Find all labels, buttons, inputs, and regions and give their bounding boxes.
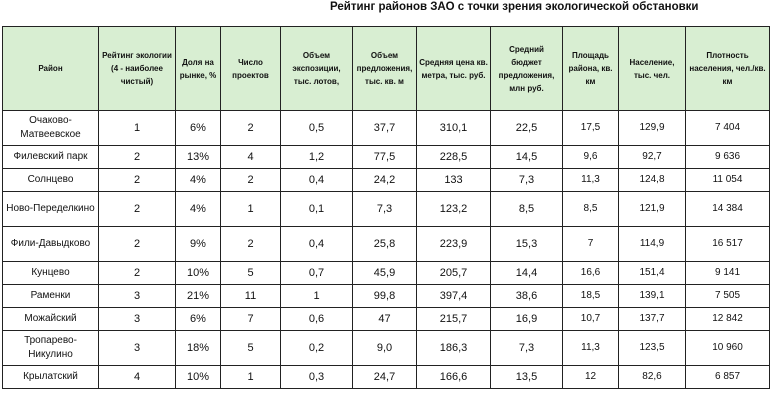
table-cell: 0,2 xyxy=(281,331,353,366)
table-cell: 11,3 xyxy=(563,169,619,192)
table-cell: 7,3 xyxy=(491,169,563,192)
table-cell: 121,9 xyxy=(619,192,686,227)
table-cell: 24,2 xyxy=(353,169,417,192)
column-header: Число проектов xyxy=(221,27,281,111)
table-cell: 17,5 xyxy=(563,111,619,146)
table-cell: 13,5 xyxy=(491,366,563,389)
table-cell: 6 857 xyxy=(686,366,770,389)
table-cell: 137,7 xyxy=(619,308,686,331)
table-cell: 5 xyxy=(221,262,281,285)
table-cell: 10% xyxy=(176,366,221,389)
header-row xyxy=(3,27,770,111)
column-header: Рейтинг экологии (4 - наиболее чистый) xyxy=(99,27,176,111)
table-cell: 9,6 xyxy=(563,146,619,169)
table-cell: 16 517 xyxy=(686,227,770,262)
table-cell: 2 xyxy=(99,227,176,262)
table-cell: 4% xyxy=(176,169,221,192)
table-cell: 7 xyxy=(221,308,281,331)
table-body xyxy=(3,111,770,389)
table-cell: 139,1 xyxy=(619,285,686,308)
table-cell: 8,5 xyxy=(491,192,563,227)
table-cell: 6% xyxy=(176,111,221,146)
table-cell: 77,5 xyxy=(353,146,417,169)
table-cell: 4 xyxy=(221,146,281,169)
table-cell: 47 xyxy=(353,308,417,331)
table-cell: 0,5 xyxy=(281,111,353,146)
table-cell: 114,9 xyxy=(619,227,686,262)
table-cell: 2 xyxy=(99,146,176,169)
table-cell: 7 505 xyxy=(686,285,770,308)
table-cell: 3 xyxy=(99,331,176,366)
table-cell: 9% xyxy=(176,227,221,262)
table-cell: 9 141 xyxy=(686,262,770,285)
district-name-cell: Ново-Переделкино xyxy=(3,192,99,227)
table-cell: 3 xyxy=(99,285,176,308)
table-cell: 0,4 xyxy=(281,169,353,192)
column-header: Район xyxy=(3,27,99,111)
table-cell: 5 xyxy=(221,331,281,366)
table-cell: 223,9 xyxy=(417,227,491,262)
table-cell: 310,1 xyxy=(417,111,491,146)
table-cell: 1,2 xyxy=(281,146,353,169)
table-cell: 7 xyxy=(563,227,619,262)
table-cell: 2 xyxy=(99,262,176,285)
table-cell: 7,3 xyxy=(353,192,417,227)
column-header: Плотность населения, чел./кв. км xyxy=(686,27,770,111)
table-row xyxy=(3,366,770,389)
table-cell: 37,7 xyxy=(353,111,417,146)
table-cell: 18% xyxy=(176,331,221,366)
table-cell: 215,7 xyxy=(417,308,491,331)
column-header: Средний бюджет предложения, млн руб. xyxy=(491,27,563,111)
rating-table xyxy=(2,26,770,389)
district-name-cell: Фили-Давыдково xyxy=(3,227,99,262)
table-row xyxy=(3,308,770,331)
table-cell: 123,2 xyxy=(417,192,491,227)
table-row xyxy=(3,146,770,169)
table-cell: 13% xyxy=(176,146,221,169)
table-cell: 7 404 xyxy=(686,111,770,146)
table-cell: 0,3 xyxy=(281,366,353,389)
table-cell: 9 636 xyxy=(686,146,770,169)
table-cell: 11,3 xyxy=(563,331,619,366)
table-cell: 6% xyxy=(176,308,221,331)
column-header: Население, тыс. чел. xyxy=(619,27,686,111)
district-name-cell: Тропарево-Никулино xyxy=(3,331,99,366)
table-cell: 129,9 xyxy=(619,111,686,146)
table-cell: 22,5 xyxy=(491,111,563,146)
table-row xyxy=(3,262,770,285)
table-cell: 2 xyxy=(221,111,281,146)
table-row xyxy=(3,169,770,192)
table-cell: 1 xyxy=(281,285,353,308)
table-cell: 397,4 xyxy=(417,285,491,308)
table-cell: 2 xyxy=(99,192,176,227)
column-header: Объем экспозиции, тыс. лотов, xyxy=(281,27,353,111)
table-cell: 10 960 xyxy=(686,331,770,366)
table-cell: 1 xyxy=(221,192,281,227)
table-row xyxy=(3,192,770,227)
column-header: Площадь района, кв. км xyxy=(563,27,619,111)
table-cell: 186,3 xyxy=(417,331,491,366)
table-cell: 7,3 xyxy=(491,331,563,366)
table-cell: 124,8 xyxy=(619,169,686,192)
table-cell: 45,9 xyxy=(353,262,417,285)
district-name-cell: Можайский xyxy=(3,308,99,331)
table-cell: 99,8 xyxy=(353,285,417,308)
table-cell: 8,5 xyxy=(563,192,619,227)
table-row xyxy=(3,227,770,262)
table-cell: 14 384 xyxy=(686,192,770,227)
table-cell: 14,5 xyxy=(491,146,563,169)
table-row xyxy=(3,285,770,308)
table-cell: 4 xyxy=(99,366,176,389)
table-cell: 82,6 xyxy=(619,366,686,389)
table-cell: 10% xyxy=(176,262,221,285)
district-name-cell: Крылатский xyxy=(3,366,99,389)
table-cell: 21% xyxy=(176,285,221,308)
table-cell: 12 842 xyxy=(686,308,770,331)
table-cell: 133 xyxy=(417,169,491,192)
table-cell: 0,1 xyxy=(281,192,353,227)
table-cell: 2 xyxy=(221,169,281,192)
table-cell: 15,3 xyxy=(491,227,563,262)
district-name-cell: Очаково-Матвеевское xyxy=(3,111,99,146)
table-cell: 16,6 xyxy=(563,262,619,285)
table-cell: 1 xyxy=(221,366,281,389)
district-name-cell: Кунцево xyxy=(3,262,99,285)
district-name-cell: Филевский парк xyxy=(3,146,99,169)
table-cell: 18,5 xyxy=(563,285,619,308)
table-cell: 2 xyxy=(221,227,281,262)
table-cell: 205,7 xyxy=(417,262,491,285)
column-header: Доля на рынке, % xyxy=(176,27,221,111)
table-cell: 9,0 xyxy=(353,331,417,366)
table-cell: 0,4 xyxy=(281,227,353,262)
table-cell: 0,7 xyxy=(281,262,353,285)
table-cell: 1 xyxy=(99,111,176,146)
table-cell: 25,8 xyxy=(353,227,417,262)
table-cell: 10,7 xyxy=(563,308,619,331)
table-cell: 92,7 xyxy=(619,146,686,169)
table-cell: 0,6 xyxy=(281,308,353,331)
table-cell: 123,5 xyxy=(619,331,686,366)
column-header: Средняя цена кв. метра, тыс. руб. xyxy=(417,27,491,111)
table-cell: 11 xyxy=(221,285,281,308)
table-cell: 166,6 xyxy=(417,366,491,389)
table-cell: 12 xyxy=(563,366,619,389)
column-header: Объем предложения, тыс. кв. м xyxy=(353,27,417,111)
table-cell: 24,7 xyxy=(353,366,417,389)
table-cell: 3 xyxy=(99,308,176,331)
table-cell: 11 054 xyxy=(686,169,770,192)
table-row xyxy=(3,331,770,366)
table-title: Рейтинг районов ЗАО с точки зрения экологической обстановки xyxy=(330,1,699,13)
table-cell: 38,6 xyxy=(491,285,563,308)
table-cell: 14,4 xyxy=(491,262,563,285)
table-cell: 16,9 xyxy=(491,308,563,331)
district-name-cell: Раменки xyxy=(3,285,99,308)
table-cell: 2 xyxy=(99,169,176,192)
table-row xyxy=(3,111,770,146)
table-cell: 4% xyxy=(176,192,221,227)
district-name-cell: Солнцево xyxy=(3,169,99,192)
table-cell: 228,5 xyxy=(417,146,491,169)
table-cell: 151,4 xyxy=(619,262,686,285)
